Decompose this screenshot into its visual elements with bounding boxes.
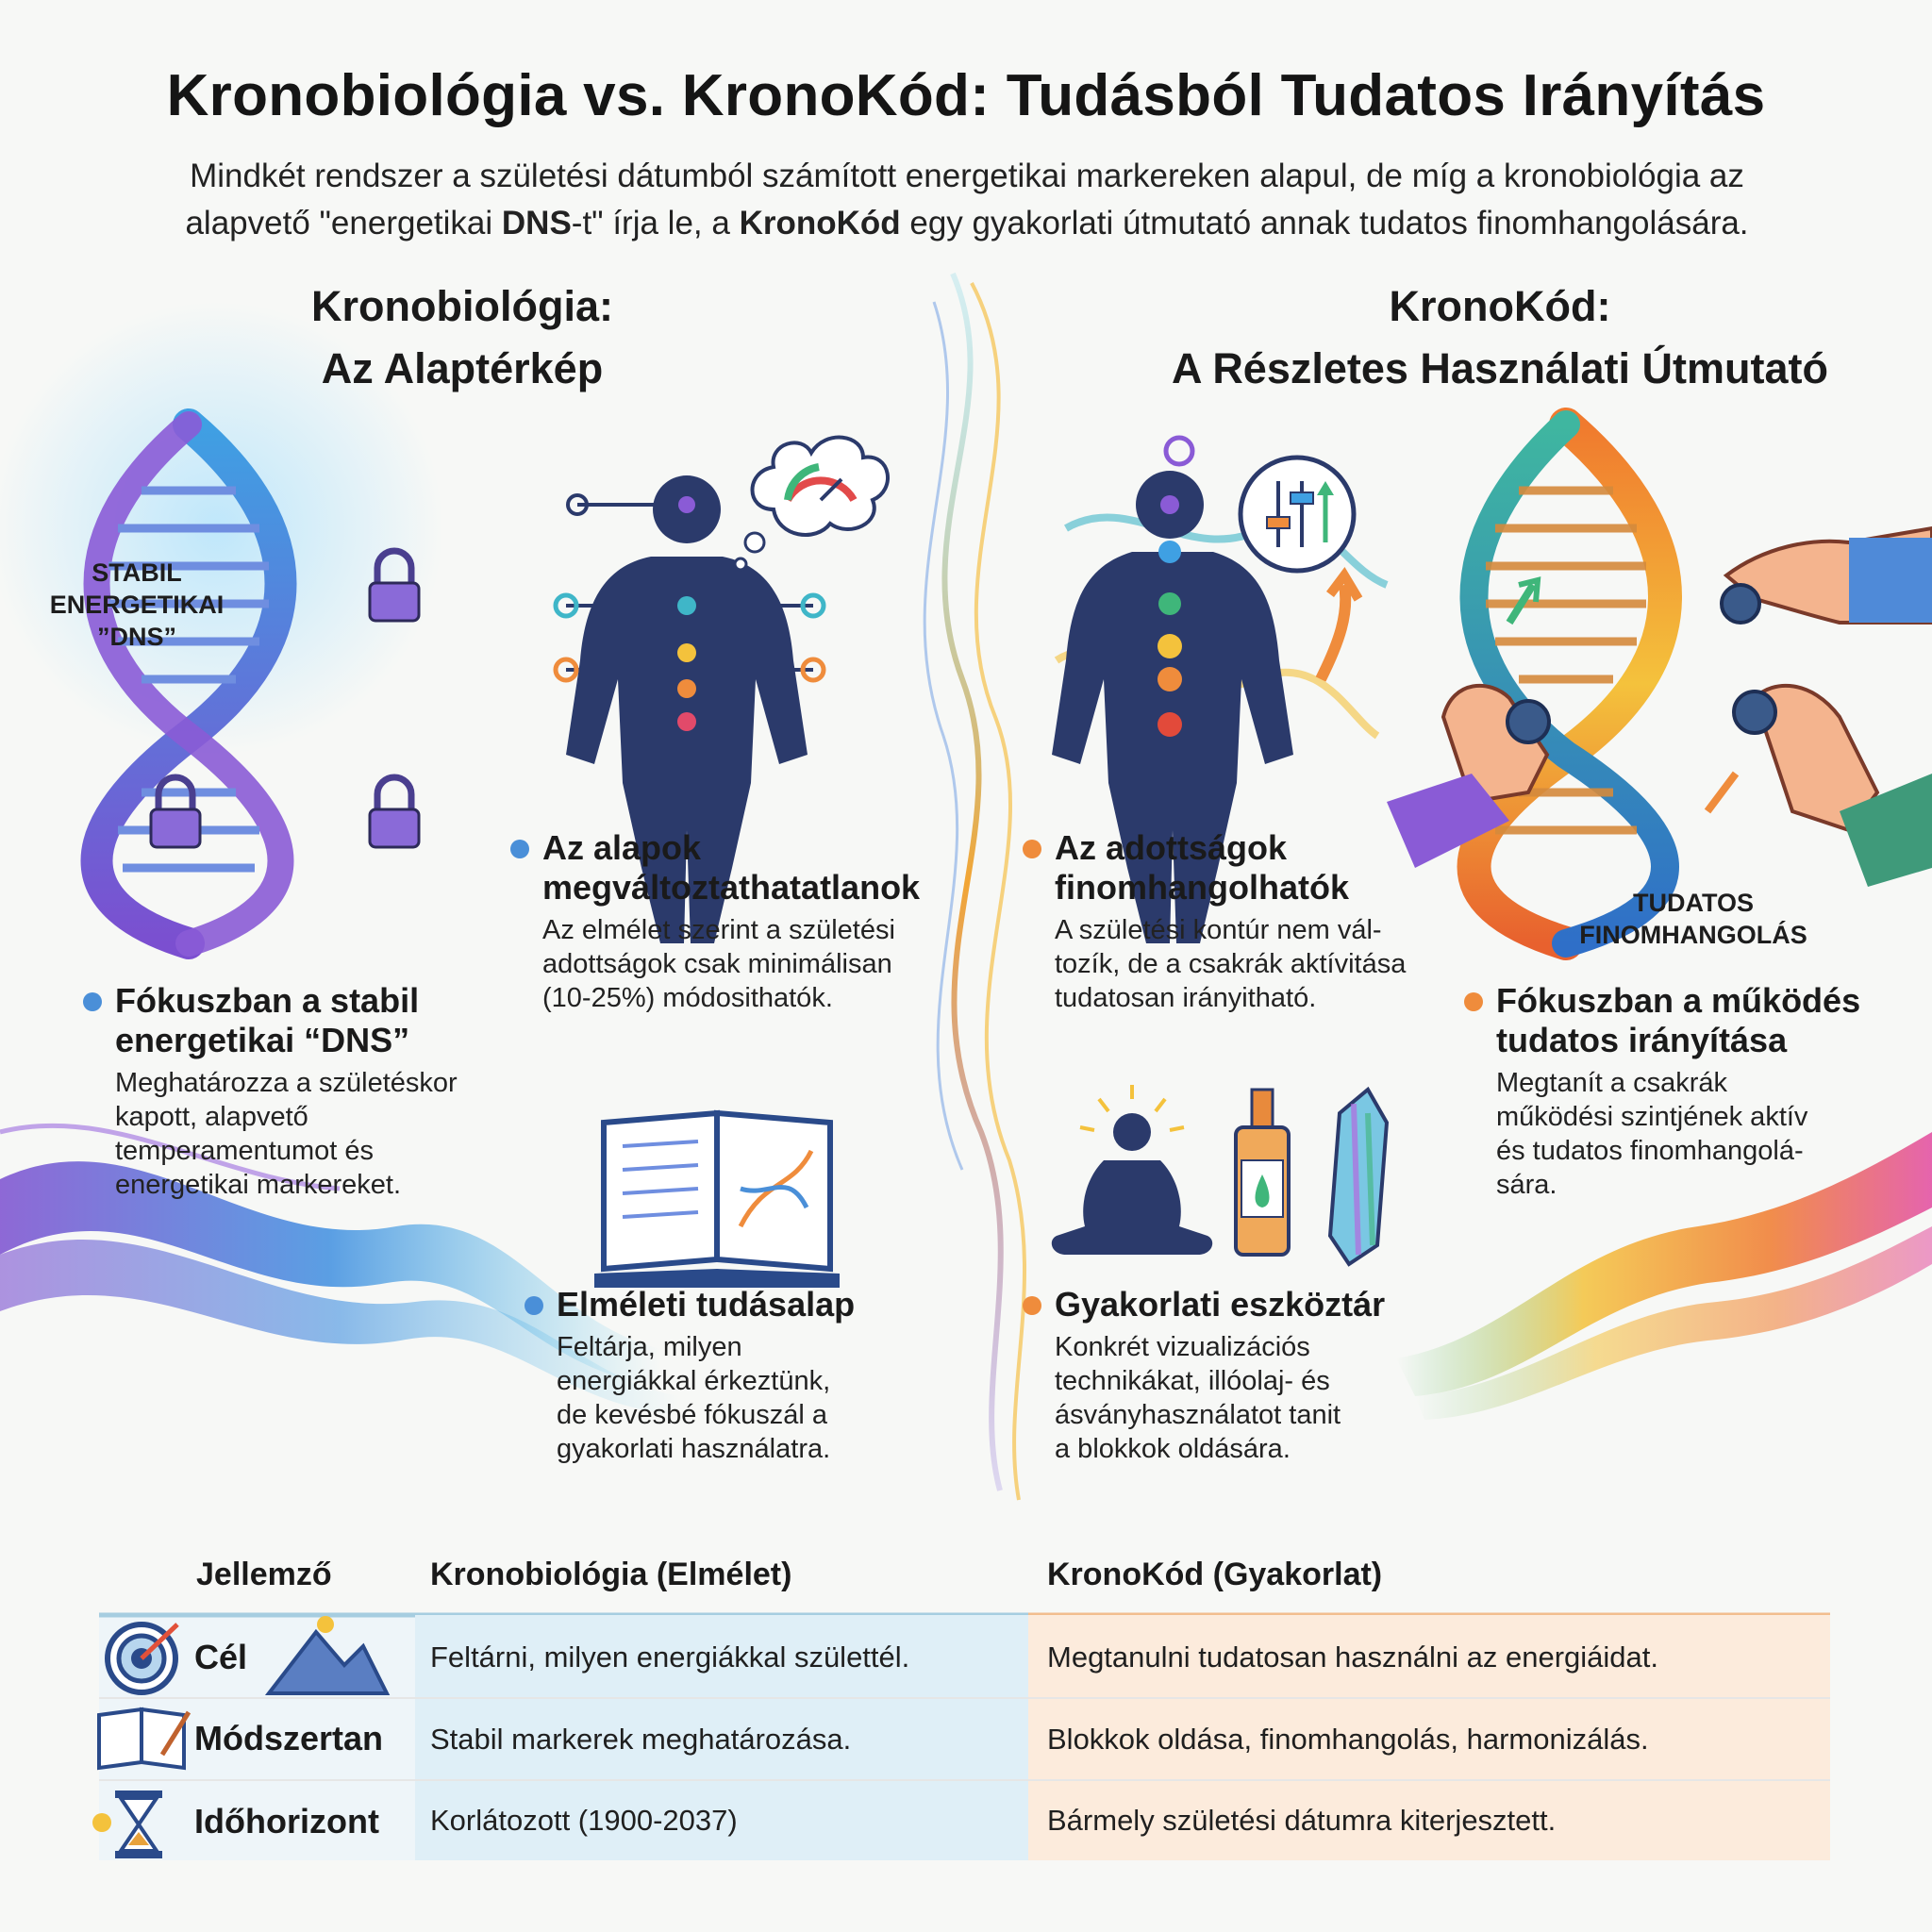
item-body-line: és tudatos finomhangolá- (1496, 1136, 1804, 1166)
table-row-label-time-horizon: Időhorizont (194, 1802, 379, 1840)
item-title-line-2: finomhangolhatók (1055, 868, 1349, 907)
item-title (1496, 981, 1911, 1060)
crystal-icon (1330, 1090, 1387, 1264)
right-heading-line-1: KronoKód: (1389, 282, 1611, 330)
right-item-operation-control (1496, 981, 1911, 1202)
item-title-line-1: Elméleti tudásalap (557, 1285, 856, 1324)
item-title (1055, 828, 1489, 908)
table-cell-goal-kronokod: Megtanulni tudatosan használni az energiáidat. (1047, 1641, 1659, 1674)
right-badge-line-1: TUDATOS (1633, 889, 1754, 917)
target-icon (108, 1624, 177, 1692)
item-body-line: energiákkal érkeztünk, (557, 1366, 831, 1396)
table-header-kronokod: KronoKód (Gyakorlat) (1047, 1557, 1383, 1592)
essential-oil-bottle-icon (1236, 1090, 1289, 1255)
item-body-line: A születési kontúr nem vál- (1055, 915, 1382, 945)
left-badge-line-1: STABIL (92, 558, 182, 587)
bullet-dot (83, 992, 102, 1011)
item-body (542, 913, 995, 1015)
item-title-line-1: Fókuszban a működés (1496, 981, 1861, 1020)
table-cell-method-chronobiology: Stabil markerek meghatározása. (430, 1723, 852, 1756)
item-body-line: Az elmélet szerint a születési (542, 915, 895, 945)
left-badge-line-3: ”DNS” (96, 623, 176, 651)
left-badge-stable-dns (19, 557, 255, 653)
right-item-tunable (1055, 828, 1489, 1015)
item-body-line: a blokkok oldására. (1055, 1434, 1291, 1464)
item-body-line: adottságok csak minimálisan (542, 949, 892, 979)
table-row-label-goal: Cél (194, 1638, 248, 1676)
subtitle-dns-bold: DNS (501, 205, 572, 242)
left-item-stable-dns (115, 981, 549, 1202)
item-title-line-1: Gyakorlati eszköztár (1055, 1285, 1386, 1324)
item-body (557, 1330, 953, 1466)
table-cell-time-kronokod: Bármely születési dátumra kiterjesztett. (1047, 1804, 1557, 1837)
item-title (115, 981, 549, 1060)
item-body-line: működési szintjének aktív (1496, 1102, 1808, 1132)
item-title-line-1: Az adottságok (1055, 828, 1288, 867)
bullet-dot (525, 1296, 543, 1315)
page-subtitle (123, 153, 1811, 247)
item-body-line: ásványhasználatot tanit (1055, 1400, 1341, 1430)
item-body-line: de kevésbé fókuszál a (557, 1400, 827, 1430)
right-badge-line-2: FINOMHANGOLÁS (1579, 921, 1807, 949)
left-badge-line-2: ENERGETIKAI (49, 591, 225, 619)
dna-helix-right-icon (1474, 425, 1666, 943)
subtitle-line-1: Mindkét rendszer a születési dátumból számított energetikai markereken alapul, de míg a kronobiológia az (190, 158, 1744, 194)
subtitle-line-2c: -t" írja le, a (571, 205, 740, 242)
item-body (1055, 913, 1489, 1015)
left-column-heading (179, 275, 745, 400)
item-body-line: (10-25%) módosithatók. (542, 983, 833, 1013)
right-badge-conscious-tuning (1519, 887, 1868, 951)
right-column-heading (1085, 275, 1915, 400)
open-book-icon (594, 1113, 840, 1288)
item-body-line: tudatosan irányitható. (1055, 983, 1317, 1013)
item-body-line: Konkrét vizualizációs (1055, 1332, 1310, 1362)
item-body (1055, 1330, 1470, 1466)
meditation-person-icon (1052, 1085, 1212, 1255)
item-title-line-2: tudatos irányítása (1496, 1021, 1788, 1059)
item-title-line-1: Az alapok (542, 828, 702, 867)
bullet-dot (510, 840, 529, 858)
item-title (557, 1285, 953, 1324)
item-body-line: Meghatározza a születéskor (115, 1068, 458, 1098)
item-body-line: Megtanít a csakrák (1496, 1068, 1727, 1098)
thought-cloud-gauge-icon (735, 438, 888, 570)
item-body-line: kapott, alapvető (115, 1102, 308, 1132)
bullet-dot (1464, 992, 1483, 1011)
page-title: Kronobiológia vs. KronoKód: Tudásból Tudatos Irányítás (166, 63, 1766, 128)
table-header-feature: Jellemző (196, 1557, 332, 1592)
item-body (1496, 1066, 1911, 1202)
item-body-line: temperamentumot és (115, 1136, 375, 1166)
bullet-dot (1023, 1296, 1041, 1315)
subtitle-line-2e: egy gyakorlati útmutató annak tudatos finomhangolására. (900, 205, 1749, 242)
item-body-line: technikákat, illóolaj- és (1055, 1366, 1330, 1396)
table-cell-method-kronokod: Blokkok oldása, finomhangolás, harmonizálás. (1047, 1723, 1649, 1756)
subtitle-kronokod-bold: KronoKód (739, 205, 901, 242)
subtitle-line-2a: alapvető "energetikai (185, 205, 502, 242)
bullet-dot (1023, 840, 1041, 858)
item-title-line-1: Fókuszban a stabil (115, 981, 420, 1020)
adjustment-sliders-icon (1241, 458, 1354, 571)
item-title (542, 828, 995, 908)
table-cell-time-chronobiology: Korlátozott (1900-2037) (430, 1804, 738, 1837)
item-title-line-2: megváltoztathatatlanok (542, 868, 921, 907)
right-heading-line-2: A Részletes Használati Útmutató (1171, 344, 1828, 392)
left-item-foundations (542, 828, 995, 1015)
item-title-line-2: energetikai “DNS” (115, 1021, 410, 1059)
left-heading-line-1: Kronobiológia: (311, 282, 613, 330)
left-heading-line-2: Az Alaptérkép (321, 344, 604, 392)
table-header-chronobiology: Kronobiológia (Elmélet) (430, 1557, 792, 1592)
item-body-line: energetikai markereket. (115, 1170, 402, 1200)
right-item-practical-toolkit (1055, 1285, 1470, 1466)
table-cell-goal-chronobiology: Feltárni, milyen energiákkal születtél. (430, 1641, 910, 1674)
item-body-line: gyakorlati használatra. (557, 1434, 831, 1464)
item-title (1055, 1285, 1470, 1324)
item-body-line: Feltárja, milyen (557, 1332, 742, 1362)
item-body-line: sára. (1496, 1170, 1557, 1200)
item-body-line: tozík, de a csakrák aktívitása (1055, 949, 1407, 979)
item-body (115, 1066, 549, 1202)
left-item-theory-base (557, 1285, 953, 1466)
table-row-label-method: Módszertan (194, 1719, 384, 1757)
book-quill-icon (99, 1709, 189, 1768)
